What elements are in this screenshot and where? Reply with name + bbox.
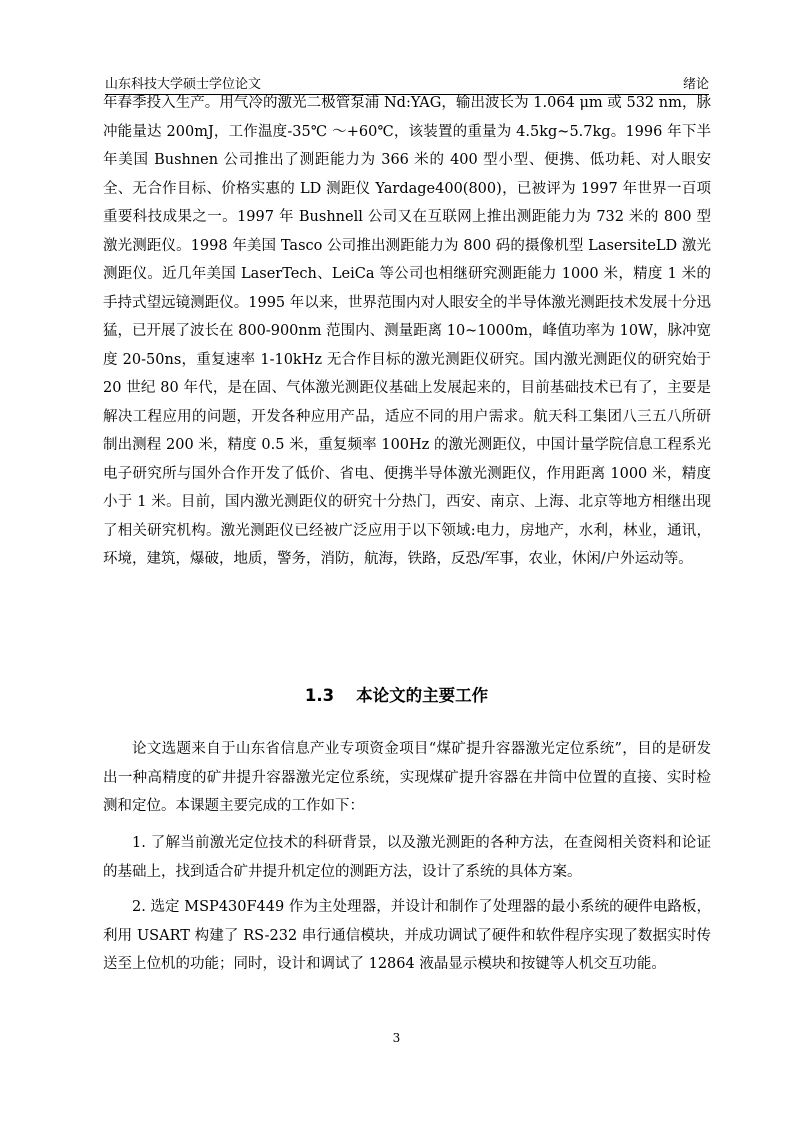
section-number: 1.3: [304, 686, 335, 705]
page-number: 3: [392, 1031, 401, 1045]
paragraph-work-item-1: 1. 了解当前激光定位技术的科研背景，以及激光测距的各种方法，在查阅相关资料和论证的基础上，找到适合矿井提升机定位的测距方法，设计了系统的具体方案。: [103, 835, 711, 880]
paragraph-topic-intro: 论文选题来自于山东省信息产业专项资金项目“煤矿提升容器激光定位系统”，目的是研发出一种高精度的矿井提升容器激光定位系统，实现煤矿提升容器在井筒中位置的直接、实时检测和定位。本课题主要完成的工作如下：: [103, 741, 711, 814]
paragraph-laser-rangefinder-history: 年春季投入生产。用气冷的激光二极管泵浦 Nd:YAG，输出波长为 1.064 μm 或 532 nm，脉冲能量达 200mJ，工作温度-35℃ ～+60℃，该装置的重量为 4.5kg~5.7kg。1996 年下半年美国 Bushnen 公司推出了测距能力为 366 米的 400 型小型、便携、低功耗、对人眼安全、无合作目标、价格实惠的 LD 测距仪 Yardage400(800)，已被评为 1997 年世界一百项重要科技成果之一。1997 年 Bushnell 公司又在互联网上推出测距能力为 732 米的 800 型激光测距仪。1998 年美国 Tasco 公司推出测距能力为 800 码的摄像机型 LasersiteLD 激光测距仪。近几年美国 LaserTech、LeiCa 等公司也相继研究测距能力 1000 米，精度 1 米的手持式望远镜测距仪。1995 年以来，世界范围内对人眼安全的半导体激光测距技术发展十分迅猛，已开展了波长在 800-900nm 范围内、测量距离 10~1000m，峰值功率为 10W，脉冲宽度 20-50ns，重复速率 1-10kHz 无合作目标的激光测距仪研究。国内激光测距仪的研究始于 20 世纪 80 年代，是在固、气体激光测距仪基础上发展起来的，目前基础技术已有了，主要是解决工程应用的问题，开发各种应用产品，适应不同的用户需求。航天科工集团八三五八所研制出测程 200 米，精度 0.5 米，重复频率 100Hz 的激光测距仪，中国计量学院信息工程系光电子研究所与国外合作开发了低价、省电、便携半导体激光测距仪，作用距离 1000 米，精度小于 1 米。目前，国内激光测距仪的研究十分热门，西安、南京、上海、北京等地方相继出现了相关研究机构。激光测距仪已经被广泛应用于以下领域:电力，房地产，水利，林业，通讯，环境，建筑，爆破，地质，警务，消防，航海，铁路，反恐/军事，农业，休闲/户外运动等。: [103, 95, 711, 567]
header-thesis-title: 山东科技大学硕士学位论文: [105, 77, 262, 92]
section-title: 本论文的主要工作: [356, 686, 489, 705]
section-heading: [0, 682, 793, 710]
header-chapter-name: 绪论: [682, 77, 709, 92]
paragraph-work-item-2: 2. 选定 MSP430F449 作为主处理器，并设计和制作了处理器的最小系统的硬件电路板，利用 USART 构建了 RS-232 串行通信模块，并成功调试了硬件和软件程序实现了数据实时传送至上位机的功能；同时，设计和调试了 12864 液晶显示模块和按键等人机交互功能。: [103, 899, 711, 972]
